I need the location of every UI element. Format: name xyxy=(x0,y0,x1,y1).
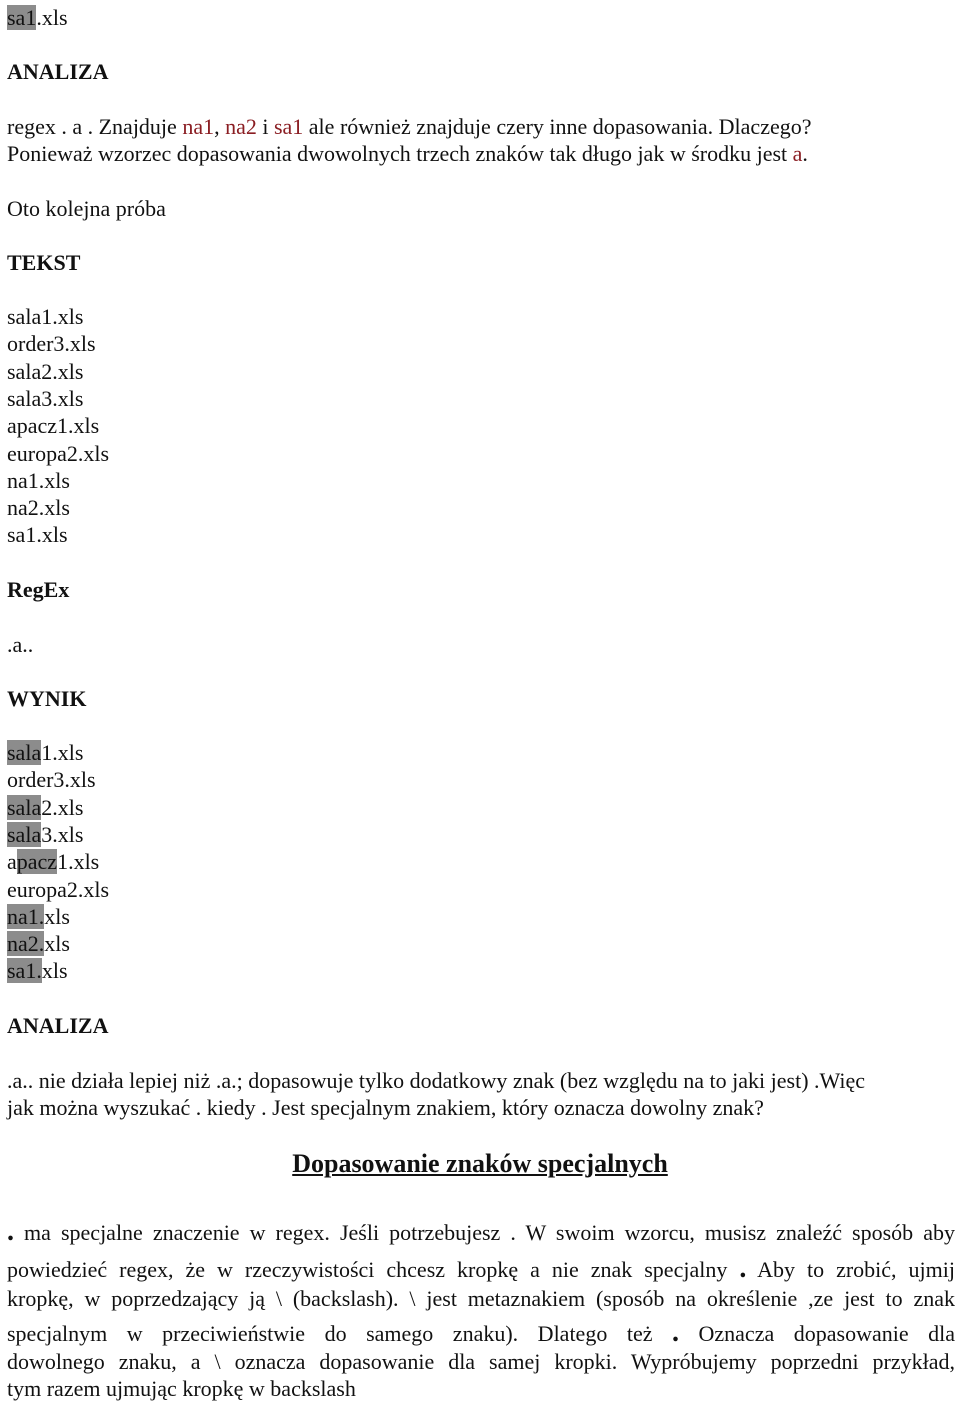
paragraph-line: powiedzieć regex, że w rzeczywistości chcesz kropkę a nie znak specjalny . Aby to zrobić, ujmij xyxy=(7,1253,956,1284)
match-pre: a xyxy=(7,849,17,875)
highlighted-match: sa1 xyxy=(7,5,37,30)
paragraph-line: tym razem ujmując kropkę w backslash xyxy=(7,1376,356,1401)
highlighted-match: sa1. xyxy=(7,958,42,984)
highlighted-match: pacz xyxy=(16,849,58,875)
file-item: order3.xls xyxy=(7,331,96,357)
paragraph-line: .a.. nie działa lepiej niż .a.; dopasowuje tylko dodatkowy znak (bez względu na to jaki jest) .Więc xyxy=(7,1068,866,1093)
paragraph-line: specjalnym w przeciwieństwie do samego znaku). Dlatego też . Oznacza dopasowanie dla xyxy=(7,1317,955,1348)
match-post: xls xyxy=(44,903,70,929)
match-post: 3.xls xyxy=(41,821,84,847)
result-item xyxy=(7,821,83,848)
file-item: apacz1.xls xyxy=(7,413,100,439)
dot-symbol: . xyxy=(739,1253,747,1284)
match-pre: order3.xls xyxy=(7,767,96,793)
paragraph-line: jak można wyszukać . kiedy . Jest specjalnym znakiem, który oznacza dowolny znak? xyxy=(7,1095,764,1120)
heading-analiza: ANALIZA xyxy=(7,59,109,84)
term-na1: na1 xyxy=(182,114,215,139)
paragraph-line: Ponieważ wzorzec dopasowania dwowolnych trzech znaków tak długo jak w środku jest a. xyxy=(7,141,808,166)
result-item xyxy=(7,794,83,821)
match-remainder: .xls xyxy=(36,5,68,30)
term-sa1: sa1 xyxy=(273,114,304,139)
highlighted-match: na1. xyxy=(7,903,45,929)
highlighted-match: na2. xyxy=(7,931,45,957)
result-item xyxy=(7,930,70,957)
top-file-line xyxy=(7,4,68,31)
result-item xyxy=(7,876,109,903)
paragraph-line: . ma specjalne znaczenie w regex. Jeśli potrzebujesz . W swoim wzorcu, musisz znaleźć sposób aby xyxy=(7,1216,955,1247)
match-post: 1.xls xyxy=(57,849,100,875)
dot-symbol: . xyxy=(672,1317,679,1348)
heading-regex: RegEx xyxy=(7,577,70,602)
match-post: xls xyxy=(41,958,68,984)
paragraph-line: kropkę, w poprzedzający ją \ (backslash). \ jest metaznakiem (sposób na określenie ,ze jest to znak xyxy=(7,1286,955,1311)
paragraph-line: regex . a . Znajduje na1, na2 i sa1 ale również znajduje czery inne dopasowania. Dlaczego? xyxy=(7,114,812,139)
heading-analiza: ANALIZA xyxy=(7,1013,109,1038)
term-na2: na2 xyxy=(225,114,257,139)
result-item xyxy=(7,766,96,793)
file-item: sala1.xls xyxy=(7,304,84,329)
file-item: sala3.xls xyxy=(7,385,84,411)
intro-line: Oto kolejna próba xyxy=(7,196,166,221)
match-post: xls xyxy=(44,931,70,957)
regex-value: .a.. xyxy=(7,632,34,657)
result-item xyxy=(7,848,99,875)
result-item xyxy=(7,903,70,930)
match-post: 1.xls xyxy=(41,740,84,765)
file-item: na2.xls xyxy=(7,495,70,521)
result-item xyxy=(7,957,68,984)
highlighted-match: sala xyxy=(7,740,42,765)
result-item xyxy=(7,739,83,766)
file-item: sa1.xls xyxy=(7,522,68,548)
file-item: sala2.xls xyxy=(7,358,84,384)
heading-wynik: WYNIK xyxy=(7,686,87,711)
file-item: europa2.xls xyxy=(7,440,110,466)
match-pre: europa2.xls xyxy=(7,876,110,902)
highlighted-match: sala xyxy=(7,821,42,847)
file-item: na1.xls xyxy=(7,467,70,493)
match-post: 2.xls xyxy=(41,794,84,820)
heading-tekst: TEKST xyxy=(7,250,81,275)
dot-symbol: . xyxy=(7,1216,14,1247)
paragraph-line: dowolnego znaku, a \ oznacza dopasowanie dla samej kropki. Wypróbujemy poprzedni przykład, xyxy=(7,1349,955,1374)
highlighted-match: sala xyxy=(7,794,42,820)
term-a: a xyxy=(792,141,803,166)
section-title: Dopasowanie znaków specjalnych xyxy=(292,1149,668,1178)
